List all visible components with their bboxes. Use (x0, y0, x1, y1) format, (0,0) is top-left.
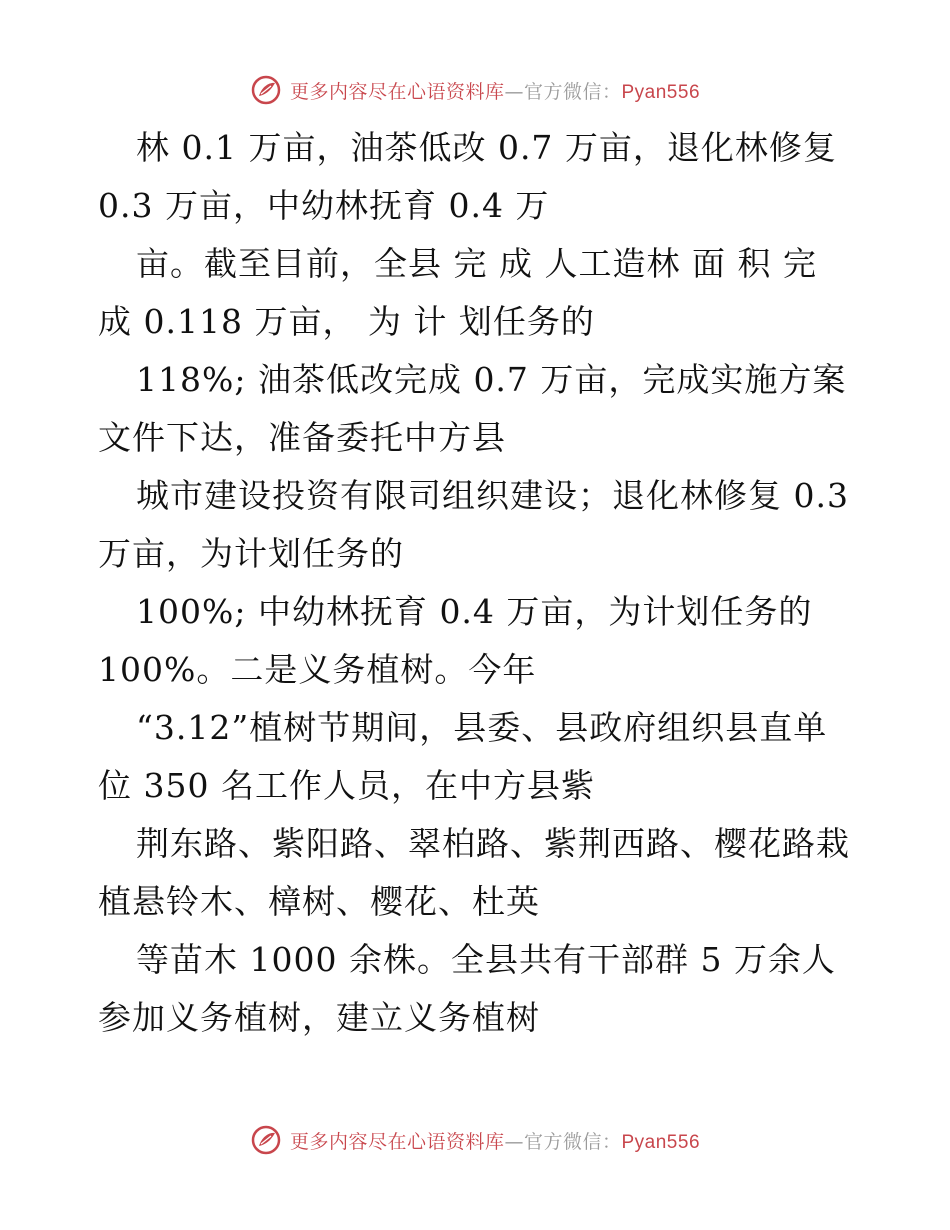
watermark-separator: — (504, 80, 524, 103)
body-line: 万亩，为计划任务的 (98, 534, 404, 573)
body-line: 植悬铃木、樟树、樱花、杜英 (98, 882, 540, 921)
body-line: 文件下达，准备委托中方县 (98, 418, 506, 457)
footer-watermark (0, 1122, 950, 1158)
body-line: “3.12”植树节期间，县委、县政府组织县直单 (136, 708, 828, 747)
watermark-wechat-label: 官方微信： (523, 80, 622, 103)
body-line: 100%。二是义务植树。今年 (98, 650, 537, 689)
body-line: 0.3 万亩，中幼林抚育 0.4 万 (98, 186, 550, 225)
watermark-wechat-handle: Pyan556 (621, 1131, 701, 1153)
body-line: 成 0.118 万亩， 为 计 划任务的 (98, 302, 595, 341)
watermark-brand: 更多内容尽在心语资料库 (289, 1130, 505, 1153)
watermark-brand: 更多内容尽在心语资料库 (289, 80, 505, 103)
body-line: 荆东路、紫阳路、翠柏路、紫荆西路、樱花路栽 (136, 824, 850, 863)
body-line: 亩。截至目前，全县 完 成 人工造林 面 积 完 (136, 244, 817, 283)
watermark-text (290, 1127, 700, 1154)
body-line: 100%; 中幼林抚育 0.4 万亩，为计划任务的 (136, 592, 813, 631)
body-line: 城市建设投资有限司组织建设；退化林修复 0.3 (136, 476, 849, 515)
watermark-wechat-label: 官方微信： (523, 1130, 622, 1153)
watermark-text (290, 77, 700, 104)
body-line: 位 350 名工作人员，在中方县紫 (98, 766, 595, 805)
body-line: 等苗木 1000 余株。全县共有干部群 5 万余人 (136, 940, 836, 979)
header-watermark (0, 72, 950, 108)
rose-leaf-logo-icon (250, 74, 282, 106)
watermark-separator: — (504, 1130, 524, 1153)
rose-leaf-logo-icon (250, 1124, 282, 1156)
body-line: 参加义务植树，建立义务植树 (98, 998, 540, 1037)
body-line: 林 0.1 万亩，油茶低改 0.7 万亩，退化林修复 (136, 128, 837, 167)
watermark-wechat-handle: Pyan556 (621, 81, 701, 103)
body-line: 118%; 油茶低改完成 0.7 万亩，完成实施方案 (136, 360, 847, 399)
